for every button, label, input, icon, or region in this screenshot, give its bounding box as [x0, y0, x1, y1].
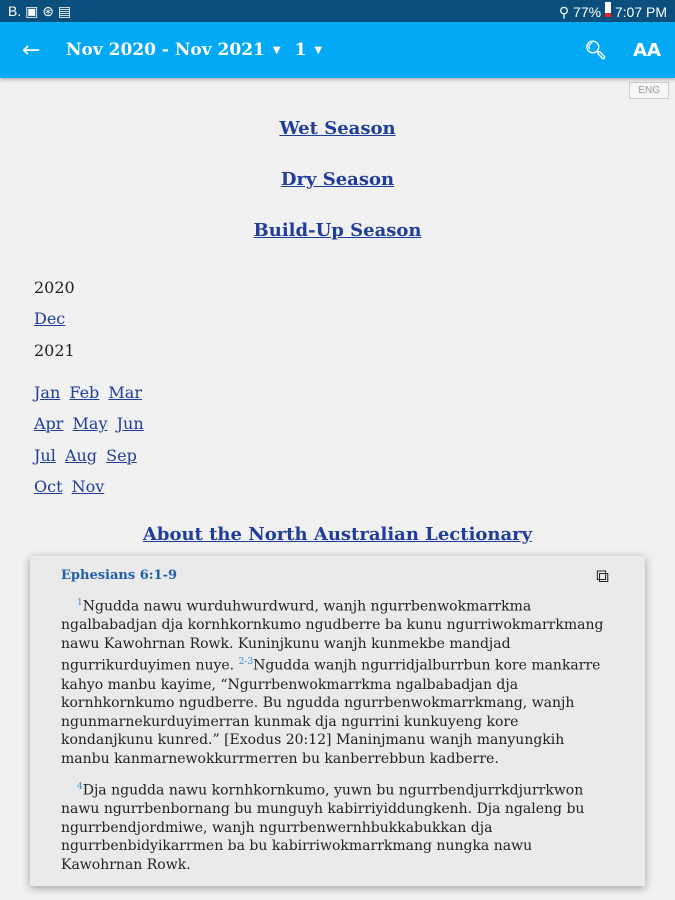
day-label: 1 — [294, 40, 307, 60]
verse-number: 2-3 — [238, 657, 254, 668]
month-link-jan[interactable]: Jan — [34, 383, 61, 402]
scripture-reference: Ephesians 6:1-9 — [61, 568, 178, 583]
date-range-dropdown[interactable] — [66, 40, 295, 60]
wet-season-link[interactable]: Wet Season — [279, 118, 396, 139]
battery-level: 77% — [573, 3, 602, 20]
verse-text: Dja ngudda nawu kornhkornkumo, yuwn bu ngurrbendjurrkdjurrkwon nawu ngurrbenbornang bu munguyh kabirriyiddungkenh. Dja ngaleng bu ngurrbendjordmiwe, wanjh ngurrbenwernhbukkabukkan dja ngurrbenbidyikarrmen ba bu kabirriwokmarrkmang nungka nawu Kawohrnan Rowk. — [61, 782, 585, 873]
status-bar — [0, 0, 675, 22]
search-icon[interactable]: 🔍︎ — [584, 39, 608, 61]
build-up-season-link[interactable]: Build-Up Season — [253, 220, 422, 241]
chevron-down-icon: ▼ — [272, 44, 281, 56]
app-bar — [0, 22, 675, 78]
month-link-sep[interactable]: Sep — [106, 446, 137, 465]
scripture-text — [61, 594, 615, 883]
month-link-jul[interactable]: Jul — [34, 446, 56, 465]
clock: 7:07 PM — [614, 3, 667, 20]
verse-number: 1 — [77, 598, 83, 608]
month-link-feb[interactable]: Feb — [69, 383, 100, 402]
font-size-icon[interactable]: AA — [633, 39, 661, 61]
year-heading: 2021 — [34, 341, 75, 360]
open-external-icon[interactable]: ⧉ — [596, 566, 609, 587]
month-link-mar[interactable]: Mar — [108, 383, 142, 402]
wifi-icon: ⚲ — [558, 3, 570, 20]
month-link-dec[interactable]: Dec — [34, 309, 66, 328]
chevron-down-icon: ▼ — [314, 44, 323, 56]
notification-icons: B. ▣ ⊛ ▤ — [8, 2, 72, 19]
paragraph — [61, 778, 615, 875]
scripture-popup — [30, 556, 645, 886]
dry-season-link[interactable]: Dry Season — [280, 169, 395, 190]
month-link-aug[interactable]: Aug — [64, 446, 98, 465]
back-arrow-icon[interactable]: ← — [22, 37, 41, 63]
language-button[interactable]: ENG — [629, 82, 669, 99]
verse-number: 4 — [77, 781, 83, 792]
month-link-oct[interactable]: Oct — [34, 477, 63, 496]
month-link-nov[interactable]: Nov — [71, 477, 105, 496]
month-link-apr[interactable]: Apr — [34, 414, 64, 433]
about-link[interactable]: About the North Australian Lectionary — [142, 524, 533, 545]
verse-text: Ngudda wanjh ngurridjalburrbun kore mankarre kahyo manbu kayime, “Ngurrbenwokmarrkma ngalbabadjan dja kornhkornkumo ngudberre. Bu ngudda ngurrbenwokmarrkmang, wanjh ngunmarnekurduyimerran kunmak dja ngurrini kunkuyeng kore kondanjkunu kunred.” [Exodus 20:12] Maninjmanu wanjh manyungkih manbu kanmarnewokkurrmerren bu kanberrebbun kadberre. — [61, 658, 601, 768]
day-dropdown[interactable] — [295, 40, 337, 60]
battery-icon — [605, 2, 611, 17]
verse-text: Ngudda nawu wurduhwurdwurd, wanjh ngurrbenwokmarrkma ngalbabadjan dja kornhkornkumo ngudberre ba kunu ngurriwokmarrkmang nawu Kawohrnan Rowk. Kuninjkunu wanjh kunmekbe mandjad ngurrikurduyimen nuye. — [61, 598, 604, 675]
month-link-jun[interactable]: Jun — [116, 414, 144, 433]
month-link-may[interactable]: May — [72, 414, 108, 433]
year-heading: 2020 — [34, 278, 75, 297]
paragraph — [61, 594, 615, 769]
date-range-label: Nov 2020 - Nov 2021 — [66, 40, 265, 60]
